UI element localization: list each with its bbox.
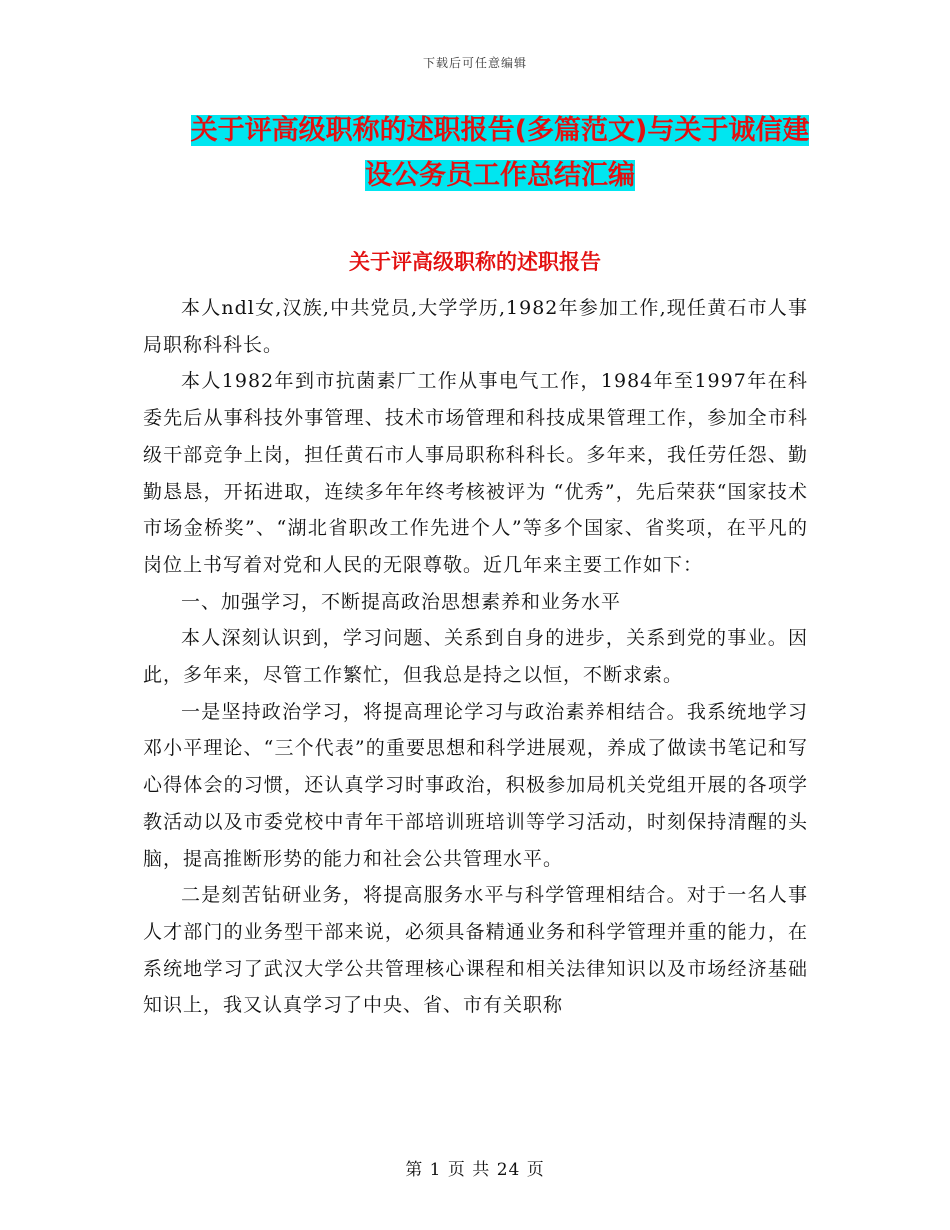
paragraph-heading: 一、加强学习，不断提高政治思想素养和业务水平 [181, 590, 622, 613]
title-line-2: 设公务员工作总结汇编 [365, 160, 635, 191]
paragraph: 二是刻苦钻研业务，将提高服务水平与科学管理相结合。对于一名人事人才部门的业务型干部来说，必须具备精通业务和科学管理并重的能力，在系统地学习了武汉大学公共管理核心课程和相关法律知识以及市场经济基础知识上，我又认真学习了中央、省、市有关职称 [143, 884, 808, 1017]
paragraph: 本人深刻认识到，学习问题、关系到自身的进步，关系到党的事业。因此，多年来，尽管工作繁忙，但我总是持之以恒，不断求索。 [143, 627, 808, 687]
header-note: 下载后可任意编辑 [422, 56, 527, 70]
section-title: 关于评高级职称的述职报告 [349, 250, 601, 274]
paragraph: 本人1982年到市抗菌素厂工作从事电气工作，1984年至1997年在科委先后从事科技外事管理、技术市场管理和科技成果管理工作，参加全市科级干部竞争上岗，担任黄石市人事局职称科科长。多年来，我任劳任怨、勤勤恳恳，开拓进取，连续多年年终考核被评为 “优秀”，先后荣获“国家技术市场金桥奖”、“湖北省职改工作先进个人”等多个国家、省奖项，在平凡的岗位上书写着对党和人民的无限尊敬。近几年来主要工作如下： [143, 370, 808, 576]
paragraph: 本人ndl女,汉族,中共党员,大学学历,1982年参加工作,现任黄石市人事局职称科科长。 [143, 297, 808, 356]
document-title [150, 108, 850, 198]
body-text [143, 290, 808, 1024]
title-line-1: 关于评高级职称的述职报告(多篇范文)与关于诚信建 [190, 115, 810, 146]
paragraph: 一是坚持政治学习，将提高理论学习与政治素养相结合。我系统地学习邓小平理论、“三个代表”的重要思想和科学进展观，养成了做读书笔记和写心得体会的习惯，还认真学习时事政治，积极参加局机关党组开展的各项学教活动以及市委党校中青年干部培训班培训等学习活动，时刻保持清醒的头脑，提高推断形势的能力和社会公共管理水平。 [143, 700, 808, 870]
page-number: 第 1 页 共 24 页 [405, 1160, 545, 1180]
